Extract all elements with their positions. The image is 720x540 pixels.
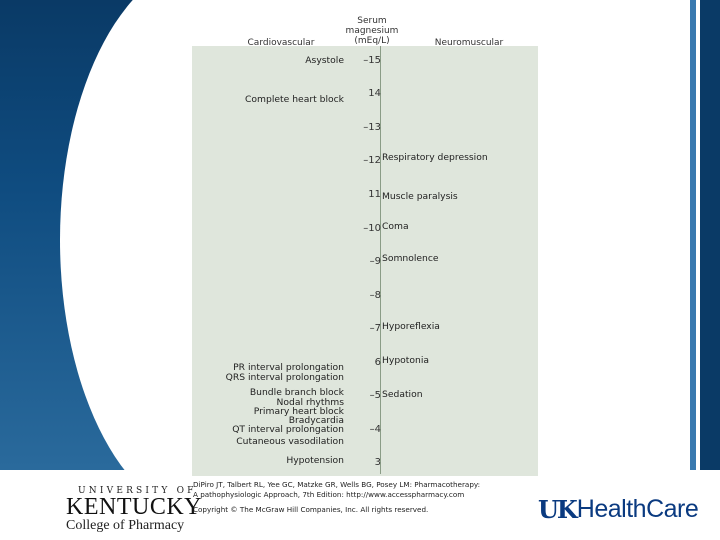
caption-line1: DiPiro JT, Talbert RL, Yee GC, Matzke GR, Wells BG, Posey LM: Pharmacotherapy: [193,480,481,489]
tick-8: –8 [369,290,381,301]
nm-hyporeflexia: Hyporeflexia [382,321,440,332]
cv-qt-prolongation: QT interval prolongation [232,424,344,435]
header-serum-line3: (mEq/L) [354,36,390,46]
header-cardiovascular: Cardiovascular [247,38,315,48]
nm-hypotonia: Hypotonia [382,355,430,366]
caption-line2: A pathophysiologic Approach, 7th Edition: http://www.accesspharmacy.com [193,490,465,499]
nm-sedation: Sedation [382,389,423,400]
cv-qrs-prolongation: QRS interval prolongation [225,372,344,383]
tick-15-value: 15 [368,55,381,66]
uk-healthcare-logo-text: HealthCare [576,494,699,523]
tick-15: –15 [363,55,381,66]
tick-11: 11 [368,189,381,200]
cv-pr-prolongation: PR interval prolongation [233,362,344,373]
tick-8-value: 8 [374,290,381,301]
figure-caption [193,480,538,515]
cv-hypotension: Hypotension [286,455,344,466]
uk-logo-college-of-pharmacy: College of Pharmacy [66,518,185,533]
tick-5-value: 5 [374,390,381,401]
cv-bundle-branch-block: Bundle branch block [249,387,344,398]
uk-healthcare-logo-uk: UK [538,494,576,524]
tick-4-value: 4 [374,424,381,435]
cv-nodal-rhythms: Nodal rhythms [276,397,344,408]
nm-coma: Coma [382,221,409,232]
tick-13: –13 [363,122,381,133]
tick-3: 3 [374,457,381,468]
nm-somnolence: Somnolence [382,253,439,264]
tick-9-value: 9 [374,256,381,267]
uk-logo-kentucky: KENTUCKY [66,494,202,520]
tick-7-value: 7 [374,323,381,334]
tick-13-value: 13 [368,122,381,133]
cv-bradycardia: Bradycardia [288,415,344,426]
cv-cutaneous-vasodilation: Cutaneous vasodilation [236,436,344,447]
tick-9: –9 [369,256,381,267]
nm-muscle-paralysis: Muscle paralysis [382,191,458,202]
tick-12: –12 [363,155,381,166]
uk-logo-university-of: UNIVERSITY OF [78,486,197,496]
tick-12-value: 12 [368,155,381,166]
cv-primary-heart-block: Primary heart block [253,406,344,417]
nm-respiratory-depression: Respiratory depression [382,152,488,163]
tick-14: 14 [368,88,381,99]
caption-line3: Copyright © The McGraw Hill Companies, Inc. All rights reserved. [193,505,429,514]
header-serum-line1: Serum [357,16,387,26]
right-decor-stripe-light [690,0,696,470]
cv-complete-heart-block: Complete heart block [245,94,344,105]
cv-asystole: Asystole [305,55,344,66]
header-serum-line2: magnesium [345,26,399,36]
magnesium-toxicity-figure [192,14,538,468]
tick-6: 6 [374,357,381,368]
header-serum [332,16,412,46]
header-neuromuscular: Neuromuscular [434,38,504,48]
tick-5: –5 [369,390,381,401]
tick-4: –4 [369,424,381,435]
tick-10-value: 10 [368,223,381,234]
tick-7: –7 [369,323,381,334]
tick-10: –10 [363,223,381,234]
uk-healthcare-logo [538,494,698,524]
right-decor-stripe [700,0,720,470]
